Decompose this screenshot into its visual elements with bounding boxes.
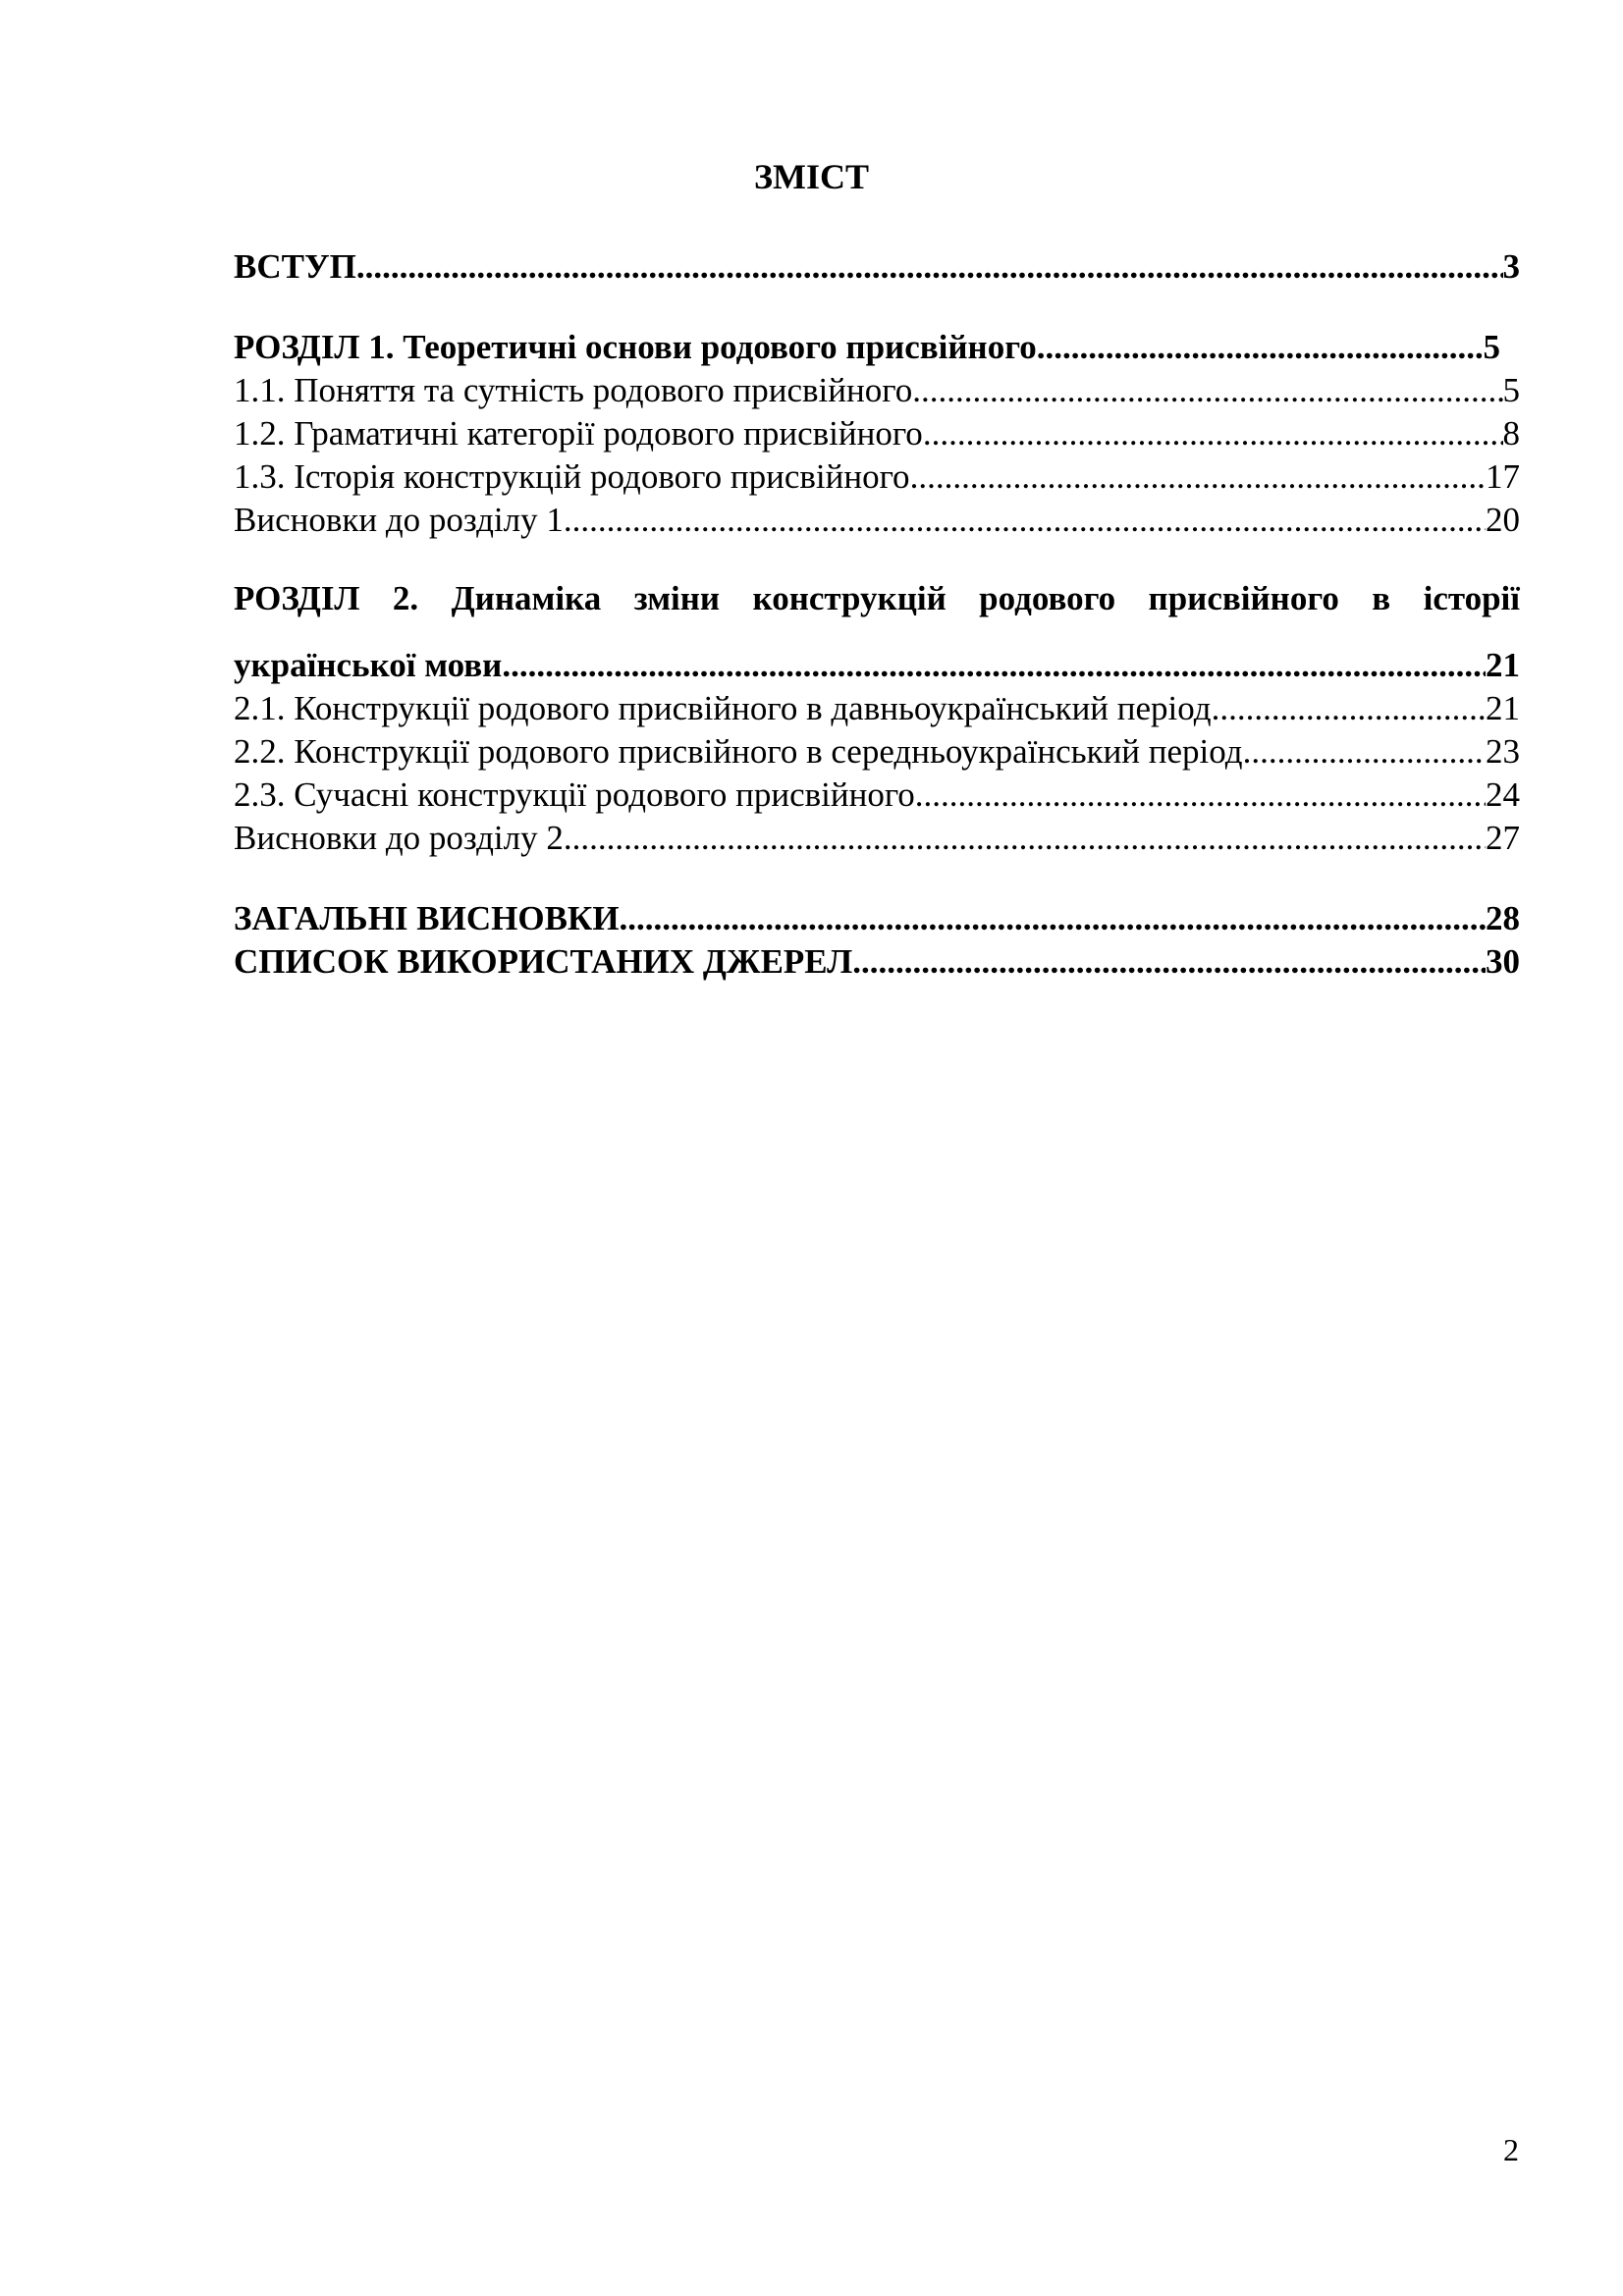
dot-leader <box>564 499 1486 542</box>
toc-page-number: 21 <box>1486 646 1520 684</box>
toc-entry-conclusions-2[interactable] <box>234 817 1520 860</box>
toc-entry-label: 2.2. Конструкції родового присвійного в середньоукраїнський період <box>234 732 1243 771</box>
toc-page-number: 8 <box>1502 414 1520 453</box>
toc-entry-label: Висновки до розділу 2 <box>234 819 564 857</box>
dot-leader <box>910 455 1486 499</box>
toc-entry-intro[interactable] <box>234 245 1520 289</box>
dot-leader <box>1243 730 1486 774</box>
toc-entry-chapter-1[interactable] <box>234 326 1520 369</box>
toc-entry-label: 1.3. Історія конструкцій родового присвійного <box>234 457 910 496</box>
toc-entry-label: РОЗДІЛ 1. Теоретичні основи родового присвійного <box>234 328 1037 366</box>
toc-page-number: 30 <box>1486 942 1520 981</box>
toc-entry-sources[interactable] <box>234 940 1520 984</box>
toc-entry-label: української мови <box>234 646 503 684</box>
dot-leader <box>923 412 1503 455</box>
toc-page-number: 21 <box>1486 689 1520 727</box>
toc-page-number: 24 <box>1486 775 1520 814</box>
dot-leader <box>564 817 1486 860</box>
toc-entry-label: 2.1. Конструкції родового присвійного в давньоукраїнський період <box>234 689 1212 727</box>
toc-entry-label: ЗАГАЛЬНІ ВИСНОВКИ <box>234 899 620 937</box>
toc-entry-label: 2.3. Сучасні конструкції родового присвійного <box>234 775 915 814</box>
toc-page-number: 27 <box>1486 819 1520 857</box>
dot-leader <box>912 369 1502 412</box>
toc-page-number: 28 <box>1486 899 1520 937</box>
page-number: 2 <box>1503 2132 1519 2167</box>
dot-leader <box>915 774 1486 817</box>
dot-leader <box>356 245 1503 289</box>
toc-entry-label: 1.2. Граматичні категорії родового присвійного <box>234 414 923 453</box>
toc-page-number: 5 <box>1483 328 1500 366</box>
dot-leader <box>502 644 1486 687</box>
toc-entry-label: 1.1. Поняття та сутність родового присвійного <box>234 371 913 409</box>
toc-page-number: 3 <box>1502 247 1520 286</box>
toc-entry-section-2-3[interactable] <box>234 774 1520 817</box>
toc-entry-section-1-1[interactable] <box>234 369 1520 412</box>
dot-leader <box>852 940 1486 984</box>
toc-entry-section-1-3[interactable] <box>234 455 1520 499</box>
dot-leader <box>1037 326 1484 369</box>
toc-title: ЗМІСТ <box>754 157 869 196</box>
toc-entry-label: СПИСОК ВИКОРИСТАНИХ ДЖЕРЕЛ <box>234 942 853 981</box>
toc-entry-section-2-1[interactable] <box>234 687 1520 730</box>
toc-entry-chapter-2-heading[interactable]: РОЗДІЛ 2. Динаміка зміни конструкцій родового присвійного в історії <box>234 579 1520 617</box>
toc-entry-chapter-2[interactable] <box>234 644 1520 687</box>
dot-leader <box>1212 687 1486 730</box>
toc-page-number: 17 <box>1486 457 1520 496</box>
toc-page-number: 20 <box>1486 501 1520 539</box>
toc-entry-label: Висновки до розділу 1 <box>234 501 564 539</box>
toc-page-number: 5 <box>1502 371 1520 409</box>
toc-entry-section-2-2[interactable] <box>234 730 1520 774</box>
table-of-contents <box>234 236 1520 984</box>
toc-entry-section-1-2[interactable] <box>234 412 1520 455</box>
toc-entry-conclusions-1[interactable] <box>234 499 1520 542</box>
toc-entry-label: ВСТУП <box>234 247 356 286</box>
toc-entry-general-conclusions[interactable] <box>234 897 1520 940</box>
toc-page-number: 23 <box>1486 732 1520 771</box>
dot-leader <box>620 897 1486 940</box>
